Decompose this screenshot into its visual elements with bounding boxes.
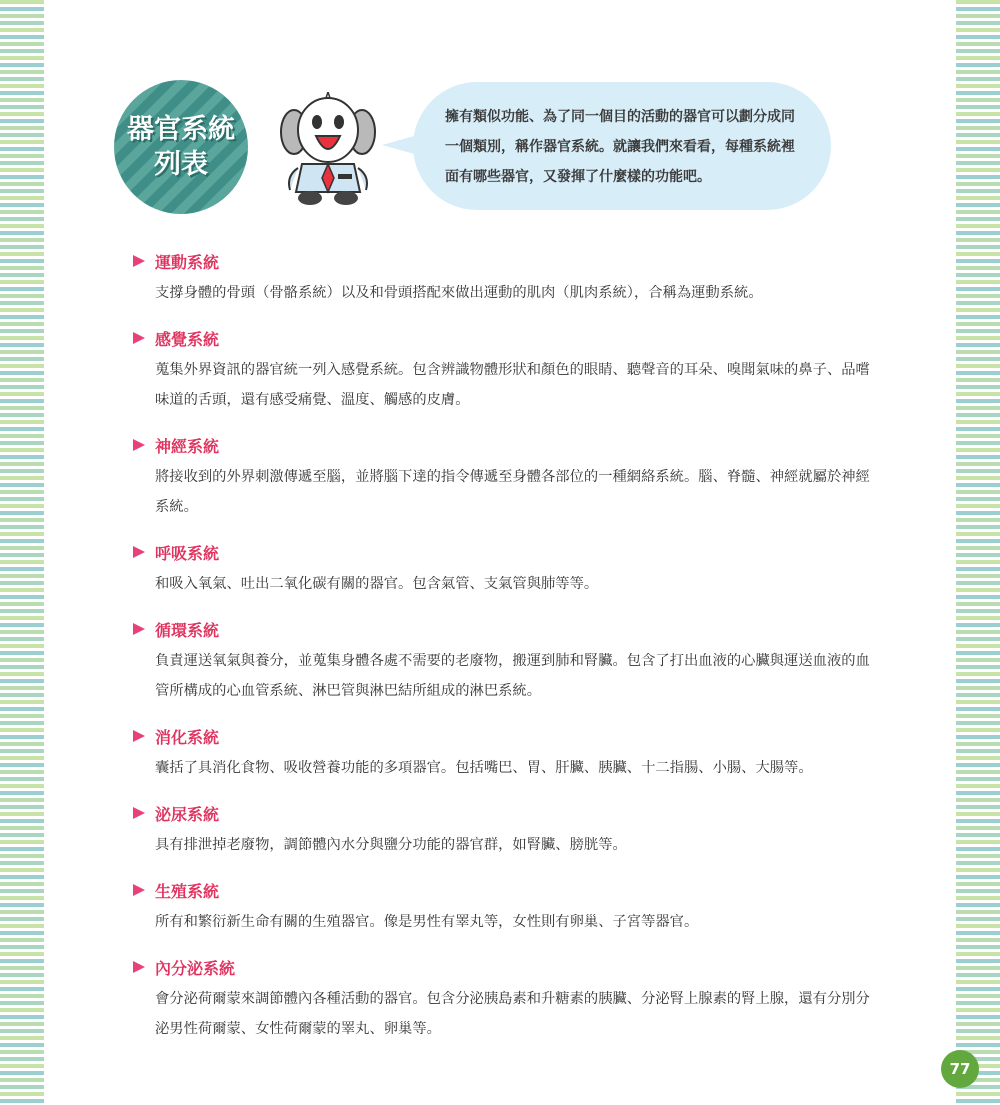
section-body: 所有和繁衍新生命有關的生殖器官。像是男性有睪丸等，女性則有卵巢、子宮等器官。 (155, 914, 699, 930)
right-stripe-border (956, 0, 1000, 1105)
section-body: 支撐身體的骨頭（骨骼系統）以及和骨頭搭配來做出運動的肌肉（肌肉系統），合稱為運動系統。 (155, 285, 763, 301)
section-body: 將接收到的外界刺激傳遞至腦，並將腦下達的指令傳遞至身體各部位的一種網絡系統。腦、脊髓、神經就屬於神經系統。 (155, 469, 870, 515)
badge-title-line1: 器官系統 (127, 114, 235, 145)
speech-bubble-text: 擁有類似功能、為了同一個目的活動的器官可以劃分成同一個類別，稱作器官系統。就讓我們來看看，每種系統裡面有哪些器官，又發揮了什麼樣的功能吧。 (445, 109, 795, 185)
section-circulatory-system (133, 616, 873, 706)
section-body: 負責運送氧氣與養分，並蒐集身體各處不需要的老廢物，搬運到肺和腎臟。包含了打出血液的心臟與運送血液的血管所構成的心血管系統、淋巴管與淋巴結所組成的淋巴系統。 (155, 653, 870, 699)
arrow-bullet-icon (133, 332, 145, 344)
section-nervous-system (133, 432, 873, 522)
arrow-bullet-icon (133, 255, 145, 267)
section-title: 循環系統 (155, 620, 220, 640)
arrow-bullet-icon (133, 961, 145, 973)
badge-title-line2: 列表 (154, 149, 208, 180)
section-title: 神經系統 (155, 436, 220, 456)
section-body: 會分泌荷爾蒙來調節體內各種活動的器官。包含分泌胰島素和升糖素的胰臟、分泌腎上腺素的腎上腺，還有分別分泌男性荷爾蒙、女性荷爾蒙的睪丸、卵巢等。 (155, 991, 870, 1037)
section-body: 具有排泄掉老廢物，調節體內水分與鹽分功能的器官群，如腎臟、膀胱等。 (155, 837, 627, 853)
arrow-bullet-icon (133, 546, 145, 558)
page-number: 77 (941, 1050, 979, 1088)
section-title: 呼吸系統 (155, 543, 220, 563)
section-title: 消化系統 (155, 727, 220, 747)
section-sensory-system (133, 325, 873, 415)
section-body: 和吸入氧氣、吐出二氧化碳有關的器官。包含氣管、支氣管與肺等等。 (155, 576, 599, 592)
arrow-bullet-icon (133, 884, 145, 896)
section-title: 內分泌系統 (155, 958, 236, 978)
mascot-doctor-icon (280, 92, 376, 208)
section-motor-system (133, 248, 873, 308)
arrow-bullet-icon (133, 807, 145, 819)
section-respiratory-system (133, 539, 873, 599)
left-stripe-border (0, 0, 44, 1105)
arrow-bullet-icon (133, 730, 145, 742)
section-body: 蒐集外界資訊的器官統一列入感覺系統。包含辨識物體形狀和顏色的眼睛、聽聲音的耳朵、嗅聞氣味的鼻子、品嚐味道的舌頭，還有感受痛覺、溫度、觸感的皮膚。 (155, 362, 870, 408)
section-title: 感覺系統 (155, 329, 220, 349)
arrow-bullet-icon (133, 439, 145, 451)
section-title: 泌尿系統 (155, 804, 220, 824)
arrow-bullet-icon (133, 623, 145, 635)
section-reproductive-system (133, 877, 873, 937)
section-endocrine-system (133, 954, 873, 1044)
section-body: 囊括了具消化食物、吸收營養功能的多項器官。包括嘴巴、胃、肝臟、胰臟、十二指腸、小腸、大腸等。 (155, 760, 813, 776)
section-urinary-system (133, 800, 873, 860)
section-title: 生殖系統 (155, 881, 220, 901)
section-title: 運動系統 (155, 252, 220, 272)
section-digestive-system (133, 723, 873, 783)
organ-system-list (133, 248, 873, 1061)
title-badge (114, 80, 248, 214)
